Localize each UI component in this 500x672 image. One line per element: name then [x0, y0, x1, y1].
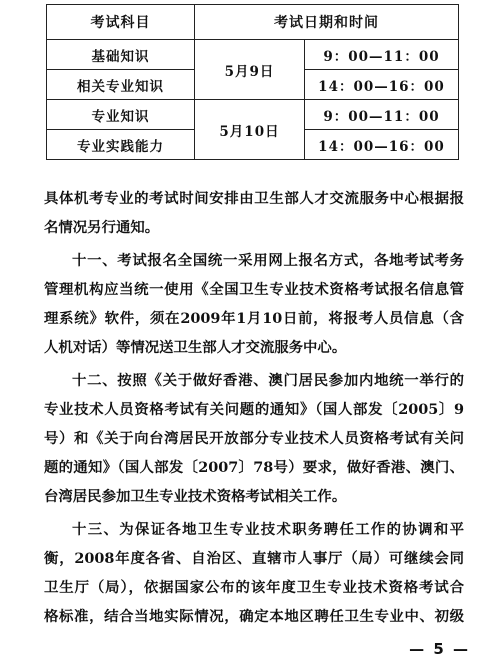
subject-cell: 基础知识 — [47, 40, 195, 70]
time-cell: 14：00—16：00 — [305, 130, 459, 160]
table-header-row — [47, 5, 459, 40]
header-datetime: 考试日期和时间 — [195, 5, 459, 40]
text-line: 理系统》软件，须在2009年1月10日前，将报考人员信息（含 — [44, 310, 464, 327]
text-line: 格标准，结合当地实际情况，确定本地区聘任卫生专业中、初级 — [44, 608, 464, 625]
time-cell: 9：00—11：00 — [305, 100, 459, 130]
text-line: 十三、为保证各地卫生专业技术职务聘任工作的协调和平 — [72, 521, 464, 538]
subject-cell: 专业知识 — [47, 100, 195, 130]
text-line: 号）和《关于向台湾居民开放部分专业技术人员资格考试有关问 — [44, 430, 464, 447]
time-cell: 14：00—16：00 — [305, 70, 459, 100]
text-line: 十二、按照《关于做好香港、澳门居民参加内地统一举行的 — [72, 372, 464, 389]
text-line: 人机对话）等情况送卫生部人才交流服务中心。 — [44, 339, 347, 356]
time-cell: 9：00—11：00 — [305, 40, 459, 70]
paragraph-12-hk-macau-taiwan — [44, 366, 464, 511]
exam-schedule-table — [46, 4, 459, 160]
date-cell: 5月9日 — [195, 40, 305, 100]
text-line: 专业技术人员资格考试有关问题的通知》（国人部发〔2005〕9 — [44, 401, 464, 418]
table-row — [47, 100, 459, 130]
date-cell: 5月10日 — [195, 100, 305, 160]
table-row — [47, 40, 459, 70]
header-subject: 考试科目 — [47, 5, 195, 40]
subject-cell: 专业实践能力 — [47, 130, 195, 160]
text-line: 题的通知》（国人部发〔2007〕78号）要求，做好香港、澳门、 — [44, 459, 464, 476]
text-line: 衡，2008年度各省、自治区、直辖市人事厅（局）可继续会同 — [44, 550, 464, 567]
text-line: 十一、考试报名全国统一采用网上报名方式，各地考试考务 — [72, 252, 464, 269]
text-line: 名情况另行通知。 — [44, 219, 160, 236]
text-line: 具体机考专业的考试时间安排由卫生部人才交流服务中心根据报 — [44, 190, 464, 207]
paragraph-exam-schedule-note — [44, 184, 464, 242]
subject-cell: 相关专业知识 — [47, 70, 195, 100]
text-line: 卫生厅（局），依据国家公布的该年度卫生专业技术资格考试合 — [44, 579, 464, 596]
page-number: — 5 — — [409, 640, 470, 658]
paragraph-13-appointment — [44, 515, 464, 631]
paragraph-11-registration — [44, 246, 464, 362]
text-line: 管理机构应当统一使用《全国卫生专业技术资格考试报名信息管 — [44, 281, 464, 298]
text-line: 台湾居民参加卫生专业技术资格考试相关工作。 — [44, 488, 347, 505]
